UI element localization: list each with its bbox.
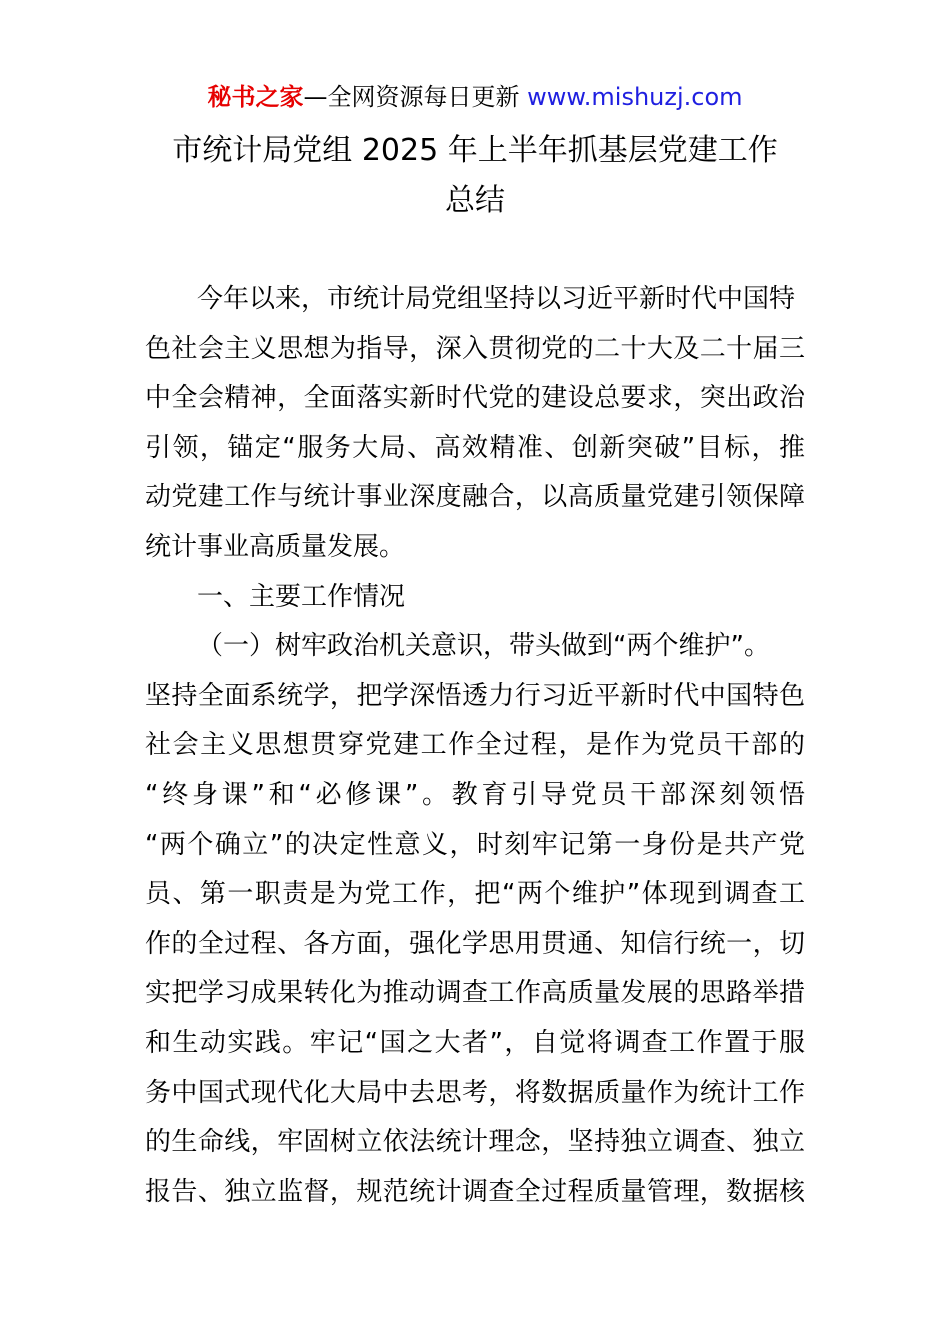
paragraph-section-line: 实把学习成果转化为推动调查工作高质量发展的思路举措 (145, 978, 805, 1009)
paragraph-section-line: 作的全过程、各方面，强化学思用贯通、知信行统一，切 (145, 928, 805, 959)
paragraph-section-line: “两个确立”的决定性意义，时刻牢记第一身份是共产党 (145, 829, 805, 860)
paragraph-intro-line: 动党建工作与统计事业深度融合，以高质量党建引领保障 (145, 482, 805, 513)
paragraph-intro-line: 今年以来，市统计局党组坚持以习近平新时代中国特 (197, 284, 796, 314)
paragraph-section-line: 和生动实践。牢记“国之大者”，自觉将调查工作置于服 (145, 1027, 805, 1058)
paragraph-section-line: 社会主义思想贯穿党建工作全过程，是作为党员干部的 (145, 730, 805, 761)
site-banner (0, 80, 950, 114)
paragraph-intro-line: 引领，锚定“服务大局、高效精准、创新突破”目标，推 (145, 432, 805, 463)
paragraph-section-line: 坚持全面系统学，把学深悟透力行习近平新时代中国特色 (145, 680, 805, 711)
section-heading: 一、主要工作情况 (197, 581, 406, 612)
paragraph-intro-line: 色社会主义思想为指导，深入贯彻党的二十大及二十届三 (145, 333, 805, 364)
paragraph-section-line: 务中国式现代化大局中去思考，将数据质量作为统计工作 (145, 1077, 805, 1108)
paragraph-section-line: 员、第一职责是为党工作，把“两个维护”体现到调查工 (145, 879, 805, 910)
paragraph-section-line: 报告、独立监督，规范统计调查全过程质量管理，数据核 (145, 1176, 805, 1207)
paragraph-section-line: 的生命线，牢固树立依法统计理念，坚持独立调查、独立 (145, 1127, 805, 1158)
subsection-heading: （一）树牢政治机关意识，带头做到“两个维护”。 (197, 631, 770, 662)
paragraph-intro-line: 统计事业高质量发展。 (145, 531, 406, 562)
document-title-line-2: 总结 (445, 183, 505, 218)
site-tagline: —全网资源每日更新 (303, 83, 528, 111)
document-title-line-1: 市统计局党组 2025 年上半年抓基层党建工作 (172, 133, 778, 168)
paragraph-intro-line: 中全会精神，全面落实新时代党的建设总要求，突出政治 (145, 383, 805, 414)
site-url-link[interactable]: www.mishuzj.com (527, 83, 743, 111)
paragraph-section-line: “终身课”和“必修课”。教育引导党员干部深刻领悟 (145, 779, 805, 810)
document-title (145, 126, 805, 226)
document-body (145, 275, 805, 1217)
site-brand: 秘书之家 (207, 83, 304, 111)
